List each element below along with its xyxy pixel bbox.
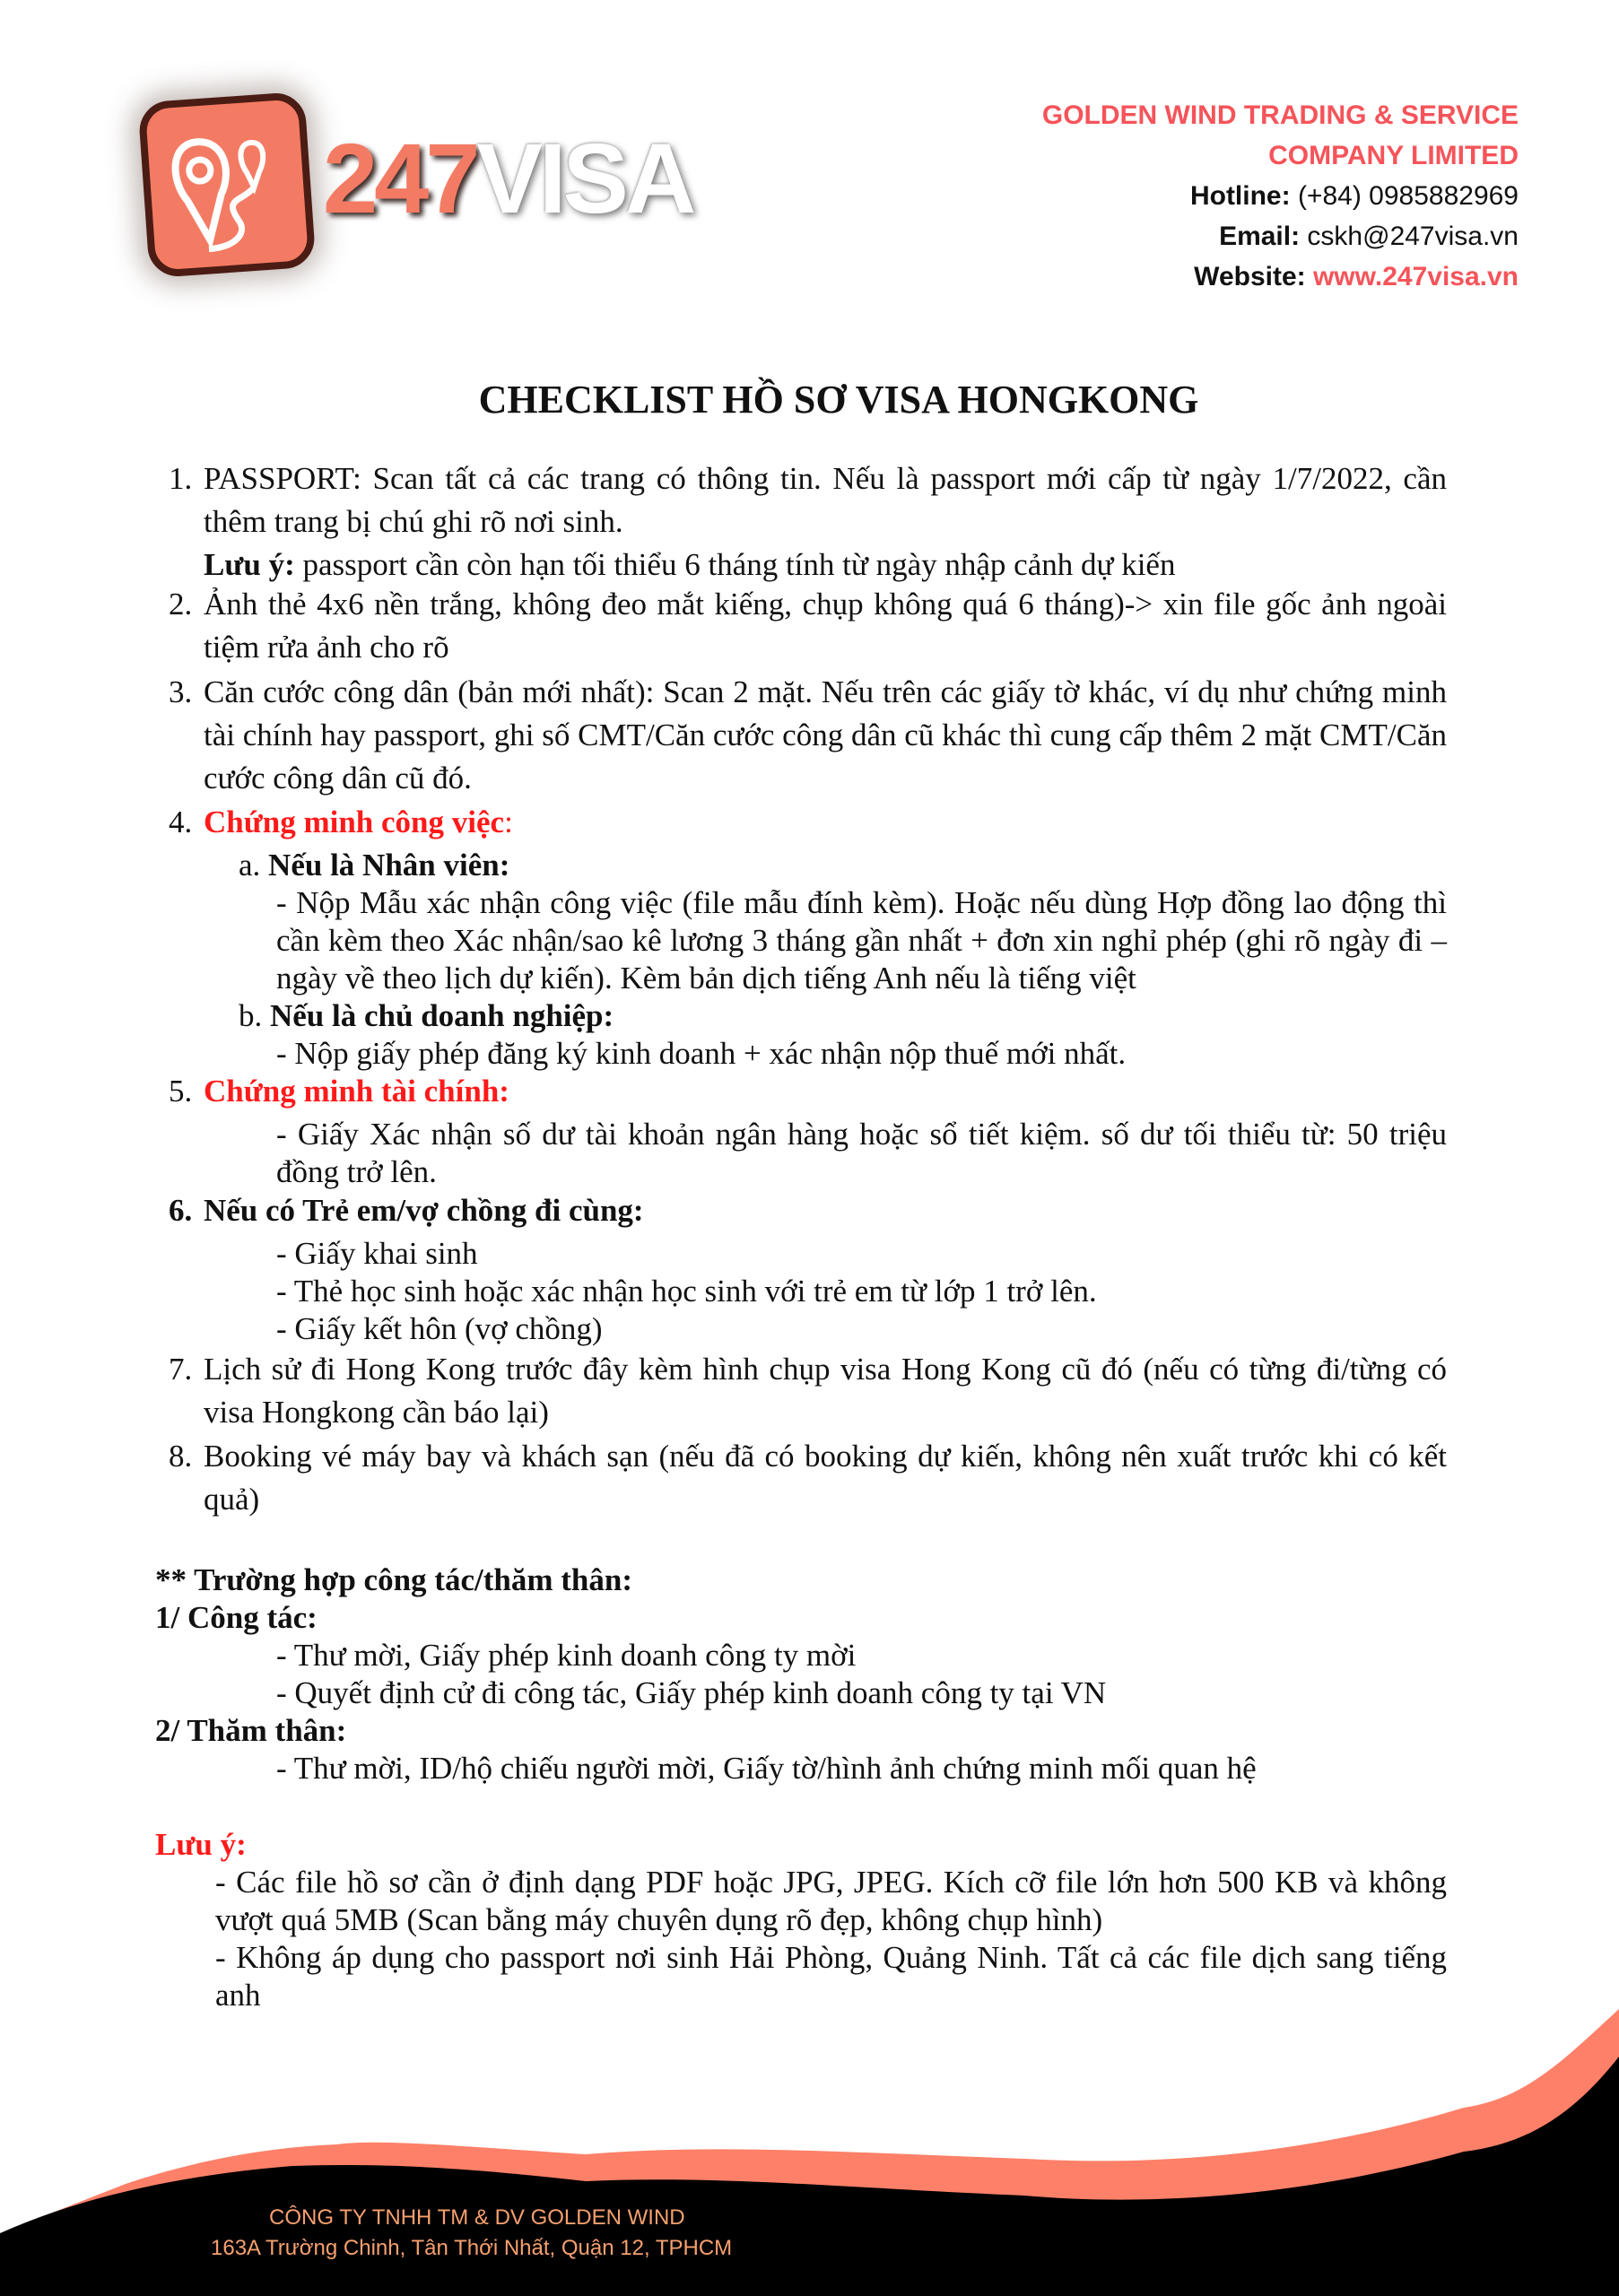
website: Website: www.247visa.vn bbox=[1194, 262, 1519, 291]
page-title: CHECKLIST HỒ SƠ VISA HONGKONG bbox=[478, 378, 1199, 422]
note-line-2: - Không áp dụng cho passport nơi sinh Hải Phòng, Quảng Ninh. Tất cả các file dịch sang tiếng anh bbox=[215, 1940, 1447, 2013]
passport-note: Lưu ý: passport cần còn hạn tối thiểu 6 tháng tính từ ngày nhập cảnh dự kiến bbox=[204, 547, 1176, 582]
checklist-item-8: 8. Booking vé máy bay và khách sạn (nếu đã có booking dự kiến, không nên xuất trước khi có kết quả) bbox=[169, 1439, 1447, 1517]
checklist-item-7: 7. Lịch sử đi Hong Kong trước đây kèm hình chụp visa Hong Kong cũ đó (nếu có từng đi/từng có visa Hongkong cần báo lại) bbox=[169, 1352, 1447, 1430]
logo-wordmark: 247VISA bbox=[323, 124, 693, 234]
employee-requirement: - Nộp Mẫu xác nhận công việc (file mẫu đính kèm). Hoặc nếu dùng Hợp đồng lao động thì cần kèm theo Xác nhận/sao kê lương 3 tháng gần nhất + đơn xin nghỉ phép (ghi rõ ngày đi – ngày về theo lịch dự kiến). Kèm bản dịch tiếng Anh nếu là tiếng việt bbox=[276, 885, 1447, 996]
business-doc-2: - Quyết định cử đi công tác, Giấy phép kinh doanh công ty tại VN bbox=[276, 1675, 1107, 1710]
footer-company-name: CÔNG TY TNHH TM & DV GOLDEN WIND bbox=[269, 2205, 685, 2230]
family-doc-2: - Thẻ học sinh hoặc xác nhận học sinh với trẻ em từ lớp 1 trở lên. bbox=[276, 1274, 1097, 1309]
checklist-item-4: 4. Chứng minh công việc: bbox=[169, 804, 513, 839]
note-heading: Lưu ý: bbox=[155, 1827, 247, 1862]
family-doc-1: - Giấy khai sinh bbox=[276, 1236, 478, 1271]
business-heading: 1/ Công tác: bbox=[155, 1600, 318, 1635]
finance-requirement: - Giấy Xác nhận số dư tài khoản ngân hàng hoặc sổ tiết kiệm. số dư tối thiểu từ: 50 triệu đồng trở lên. bbox=[276, 1117, 1447, 1189]
visit-doc-1: - Thư mời, ID/hộ chiếu người mời, Giấy tờ/hình ảnh chứng minh mối quan hệ bbox=[276, 1751, 1257, 1786]
visit-heading: 2/ Thăm thân: bbox=[155, 1713, 347, 1748]
checklist-item-2: 2. Ảnh thẻ 4x6 nền trắng, không đeo mắt kiếng, chụp không quá 6 tháng)-> xin file gốc ảnh ngoài tiệm rửa ảnh cho rõ bbox=[169, 587, 1447, 665]
checklist-item-1: 1. PASSPORT: Scan tất cả các trang có thông tin. Nếu là passport mới cấp từ ngày 1/7/2022, cần thêm trang bị chú ghi rõ nơi sinh. Lưu ý: passport cần còn hạn tối thiểu 6 tháng tính từ ngày nhập cảnh dự kiến bbox=[169, 457, 1447, 587]
checklist-item-3: 3. Căn cước công dân (bản mới nhất): Scan 2 mặt. Nếu trên các giấy tờ khác, ví dụ như chứng minh tài chính hay passport, ghi số CMT/Căn cước công dân cũ khác thì cung cấp thêm 2 mặt CMT/Căn cước công dân cũ đó. bbox=[169, 674, 1447, 796]
brand-logo bbox=[135, 81, 744, 287]
note-line-1: - Các file hồ sơ cần ở định dạng PDF hoặc JPG, JPEG. Kích cỡ file lớn hơn 500 KB và không vượt quá 5MB (Scan bằng máy chuyên dụng rõ đẹp, không chụp hình) bbox=[215, 1865, 1447, 1937]
family-doc-3: - Giấy kết hôn (vợ chồng) bbox=[276, 1311, 603, 1346]
hotline: Hotline: (+84) 0985882969 bbox=[1189, 181, 1519, 211]
owner-subheading: b. Nếu là chủ doanh nghiệp: bbox=[239, 998, 614, 1033]
company-name-line2: COMPANY LIMITED bbox=[1268, 141, 1519, 170]
business-doc-1: - Thư mời, Giấy phép kinh doanh công ty mời bbox=[276, 1638, 857, 1673]
checklist-item-6: 6. Nếu có Trẻ em/vợ chồng đi cùng: bbox=[169, 1193, 644, 1228]
location-pin-icon bbox=[137, 91, 316, 278]
company-name-line1: GOLDEN WIND TRADING & SERVICE bbox=[1041, 100, 1519, 130]
employee-subheading: a. Nếu là Nhân viên: bbox=[239, 848, 510, 883]
checklist-item-5: 5. Chứng minh tài chính: bbox=[169, 1074, 509, 1109]
email: Email: cskh@247visa.vn bbox=[1219, 222, 1519, 251]
footer-address: 163A Trường Chinh, Tân Thới Nhất, Quận 12, TPHCM bbox=[211, 2236, 733, 2260]
special-cases-heading: ** Trường hợp công tác/thăm thân: bbox=[155, 1562, 632, 1597]
owner-requirement: - Nộp giấy phép đăng ký kinh doanh + xác nhận nộp thuế mới nhất. bbox=[276, 1036, 1127, 1071]
